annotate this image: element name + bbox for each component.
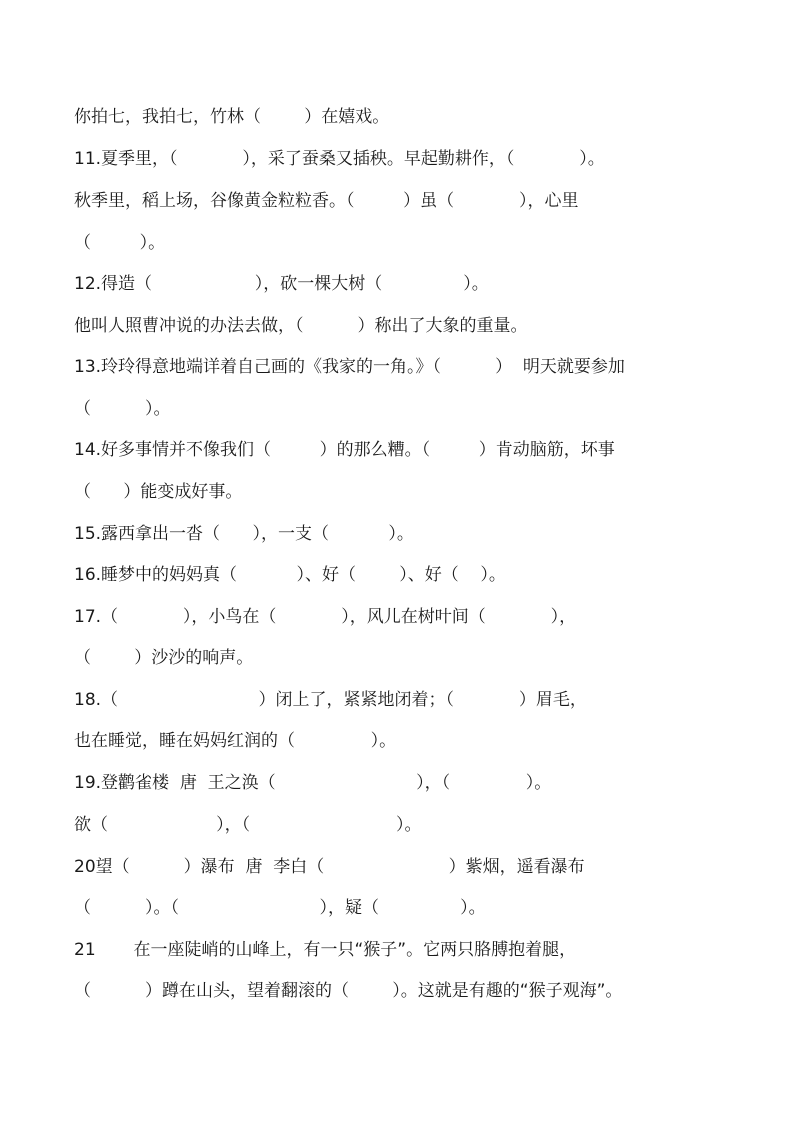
worksheet-line-22: （ ）蹲在山头，望着翻滚的（ ）。这就是有趣的“猴子观海”。	[74, 981, 623, 1001]
worksheet-line-7: 13.玲玲得意地端详着自己画的《我家的一角。》（ ） 明天就要参加	[74, 357, 625, 377]
worksheet-line-19: 20望（ ）瀑布 唐 李白（ ）紫烟，遥看瀑布	[74, 857, 585, 877]
worksheet-line-15: 18.（ ）闭上了，紧紧地闭着；（ ）眉毛，	[74, 690, 587, 710]
worksheet-line-5: 12.得造（ ），砍一棵大树（ ）。	[74, 274, 489, 294]
worksheet-line-2: 11.夏季里，（ ），采了蚕桑又插秧。早起勤耕作，（ ）。	[74, 149, 605, 169]
worksheet-line-18: 欲（ ），（ ）。	[74, 815, 422, 835]
worksheet-line-8: （ ）。	[74, 399, 171, 419]
worksheet-line-1: 你拍七，我拍七，竹林（ ）在嬉戏。	[74, 107, 390, 127]
worksheet-line-20: （ ）。（ ），疑（ ）。	[74, 898, 486, 918]
worksheet-line-3: 秋季里，稻上场，谷像黄金粒粒香。（ ）虽（ ），心里	[74, 191, 579, 211]
worksheet-line-6: 他叫人照曹冲说的办法去做，（ ）称出了大象的重量。	[74, 316, 528, 336]
worksheet-line-14: （ ）沙沙的响声。	[74, 648, 254, 668]
worksheet-line-13: 17.（ ），小鸟在（ ），风儿在树叶间（ ），	[74, 607, 577, 627]
worksheet-line-9: 14.好多事情并不像我们（ ）的那么糟。（ ）肯动脑筋，坏事	[74, 440, 615, 460]
worksheet-line-16: 也在睡觉，睡在妈妈红润的（ ）。	[74, 731, 397, 751]
worksheet-line-21: 21 在一座陡峭的山峰上，有一只“猴子”。它两只胳膊抱着腿，	[74, 940, 577, 960]
worksheet-line-11: 15.露西拿出一沓（ ），一支（ ）。	[74, 524, 414, 544]
worksheet-line-17: 19.登鹳雀楼 唐 王之涣（ ），（ ）。	[74, 773, 552, 793]
worksheet-line-12: 16.睡梦中的妈妈真（ ）、好（ ）、好（ ）。	[74, 565, 506, 585]
worksheet-line-10: （ ）能变成好事。	[74, 482, 243, 502]
worksheet-line-4: （ ）。	[74, 233, 166, 253]
